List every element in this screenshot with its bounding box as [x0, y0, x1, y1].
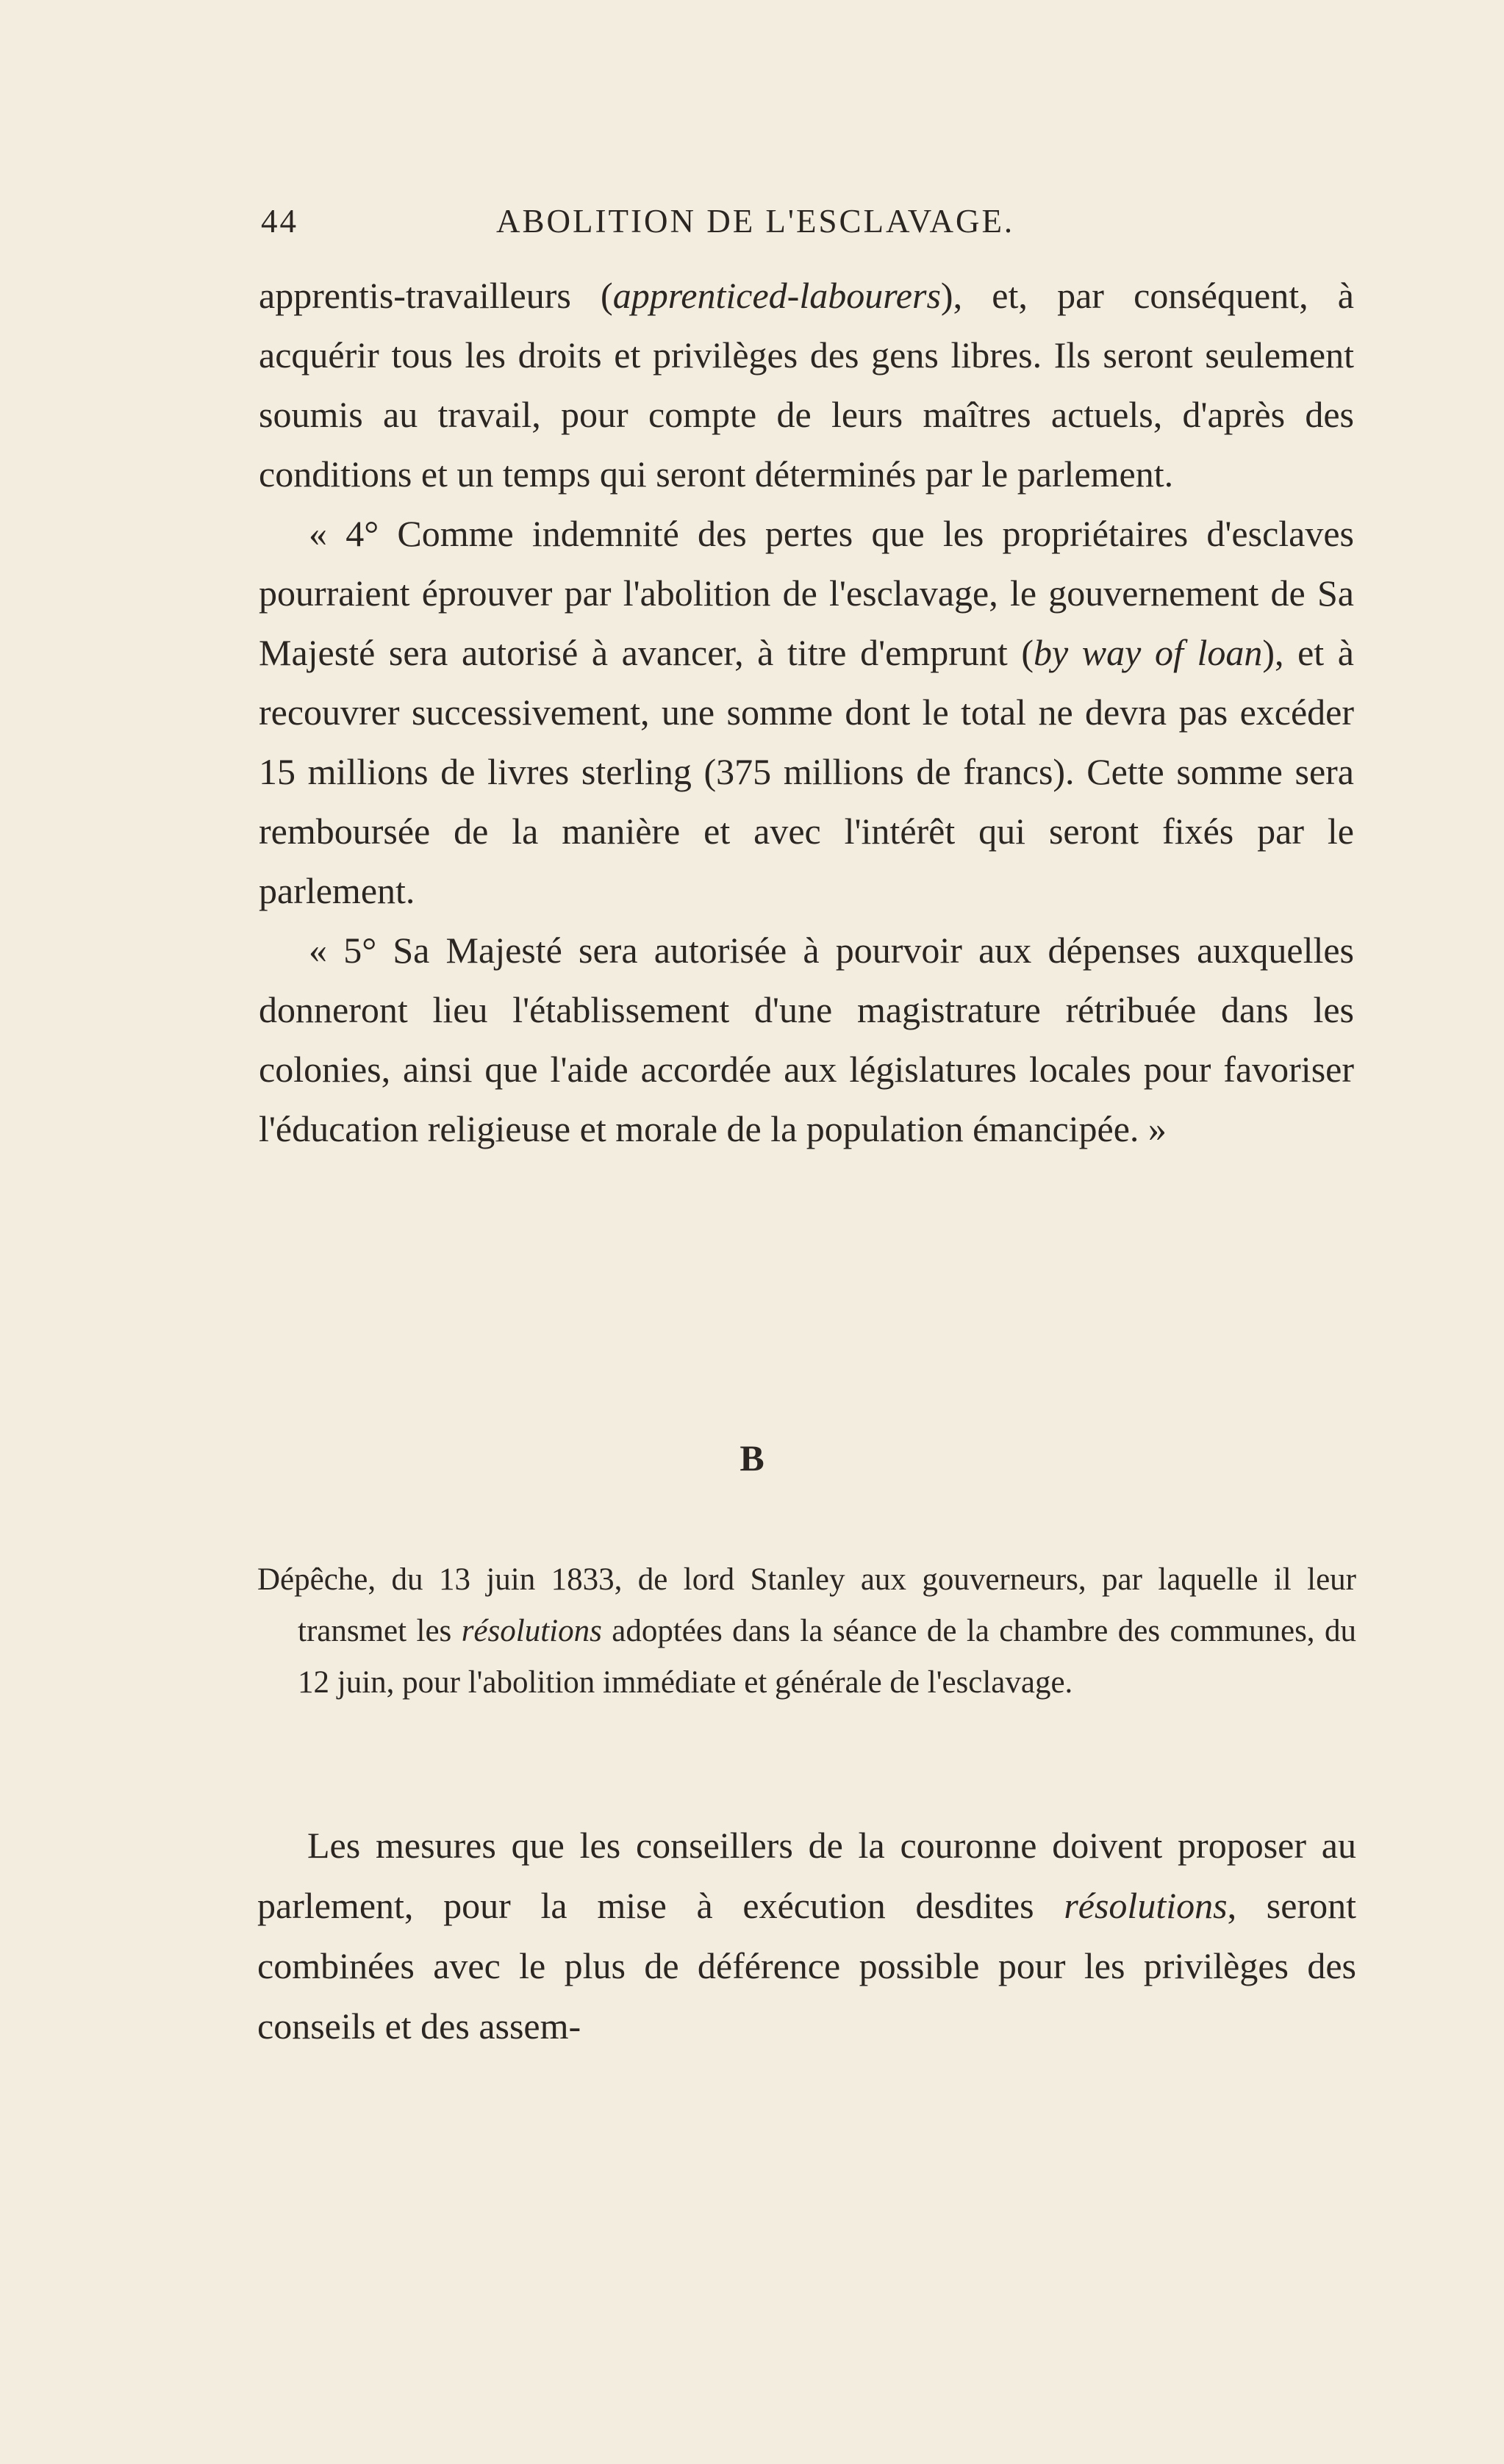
running-title: ABOLITION DE L'ESCLAVAGE.: [496, 203, 1015, 240]
italic-term: by way of loan: [1034, 632, 1263, 673]
paragraph-resolution-5: « 5° Sa Majesté sera autorisée à pourvoir aux dépenses auxquelles donneront lieu l'établissement d'une magistrature rétribuée dans les colonies, ainsi que l'aide accordée aux législatures locales pour favoriser l'éducation religieuse et morale de la population émancipée. »: [259, 930, 1354, 1149]
main-text-block: [259, 266, 1354, 1159]
paragraph-continuation: apprentis-travailleurs (apprenticed-labourers), et, par conséquent, à acquérir tous les droits et privilèges des gens libres. Ils seront seulement soumis au travail, pour compte de leurs maîtres actuels, d'après des conditions et un temps qui seront déterminés par le parlement.: [259, 275, 1354, 495]
running-header: [261, 202, 1136, 246]
italic-term: apprenticed-labourers: [612, 275, 941, 316]
italic-term: résolutions: [461, 1614, 602, 1648]
section-letter: B: [740, 1437, 764, 1479]
page-number: 44: [261, 203, 298, 240]
document-summary: Dépêche, du 13 juin 1833, de lord Stanley aux gouverneurs, par laquelle il leur transmet les résolutions adoptées dans la séance de la chambre des communes, du 12 juin, pour l'abolition immédiate et générale de l'esclavage.: [257, 1562, 1356, 1700]
paragraph-resolution-4: « 4° Comme indemnité des pertes que les propriétaires d'esclaves pourraient éprouver par l'abolition de l'esclavage, le gouvernement de Sa Majesté sera autorisé à avancer, à titre d'emprunt (by way of loan), et à recouvrer successivement, une somme dont le total ne devra pas excéder 15 millions de livres sterling (375 millions de francs). Cette somme sera remboursée de la manière et avec l'intérêt qui seront fixés par le parlement.: [259, 513, 1354, 911]
italic-term: résolutions: [1064, 1885, 1228, 1926]
paragraph-measures: Les mesures que les conseillers de la couronne doivent proposer au parlement, pour la mise à exécution desdites résolutions, seront combinées avec le plus de déférence possible pour les privilèges des conseils et des assem-: [257, 1825, 1356, 2047]
